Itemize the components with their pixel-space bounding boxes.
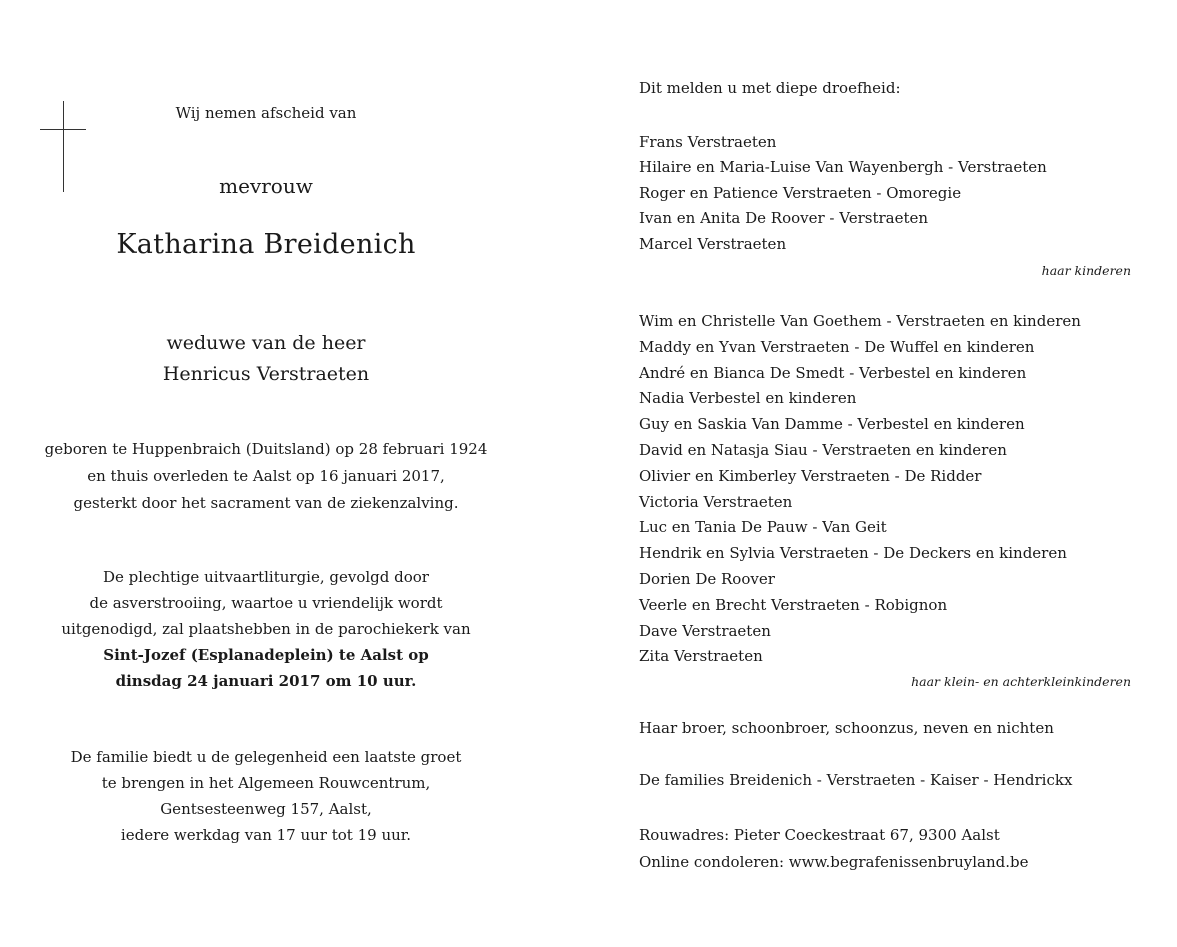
list-item: Dave Verstraeten xyxy=(639,621,771,640)
death-line: en thuis overleden te Aalst op 16 januari 2017, xyxy=(87,467,445,485)
liturgy-line: uitgenodigd, zal plaatshebben in de parochiekerk van xyxy=(61,620,471,638)
children-list xyxy=(639,130,1131,257)
farewell-address: Gentsesteenweg 157, Aalst, xyxy=(160,800,372,818)
list-item: Veerle en Brecht Verstraeten - Robignon xyxy=(639,595,948,614)
birth-death-block xyxy=(36,436,496,517)
church-location: Sint-Jozef (Esplanadeplein) te Aalst op xyxy=(103,646,429,664)
online-condolence: Online condoleren: www.begrafenissenbruyland.be xyxy=(639,853,1029,871)
list-item: Marcel Verstraeten xyxy=(639,234,787,253)
list-item: Maddy en Yvan Verstraeten - De Wuffel en kinderen xyxy=(639,337,1035,356)
families-line: De families Breidenich - Verstraeten - Kaiser - Hendrickx xyxy=(639,771,1073,789)
liturgy-block xyxy=(36,564,496,694)
contact-block xyxy=(639,822,1131,876)
sacrament-line: gesterkt door het sacrament van de ziekenzalving. xyxy=(73,494,459,512)
list-item: Dorien De Roover xyxy=(639,569,775,588)
list-item: Hendrik en Sylvia Verstraeten - De Deckers en kinderen xyxy=(639,544,1067,563)
list-item: Frans Verstraeten xyxy=(639,133,777,151)
list-item: Ivan en Anita De Roover - Verstraeten xyxy=(639,209,929,228)
cross-horizontal-bar xyxy=(40,129,86,130)
list-item: David en Natasja Siau - Verstraeten en kinderen xyxy=(639,440,1007,459)
grandchildren-list xyxy=(639,309,1131,670)
list-item: Zita Verstraeten xyxy=(639,647,763,666)
intro-text: Wij nemen afscheid van xyxy=(175,104,357,122)
widow-line: weduwe van de heer xyxy=(166,332,366,354)
liturgy-line: De plechtige uitvaartliturgie, gevolgd door xyxy=(103,568,429,586)
ceremony-datetime: dinsdag 24 januari 2017 om 10 uur. xyxy=(115,672,417,690)
farewell-line: De familie biedt u de gelegenheid een laatste groet xyxy=(70,748,462,766)
liturgy-line: de asverstrooiing, waartoe u vriendelijk wordt xyxy=(89,594,443,612)
list-item: Nadia Verbestel en kinderen xyxy=(639,389,857,408)
list-item: Hilaire en Maria-Luise Van Wayenbergh - Verstraeten xyxy=(639,158,1047,177)
list-item: Luc en Tania De Pauw - Van Geit xyxy=(639,518,887,537)
list-item: Victoria Verstraeten xyxy=(639,492,793,511)
list-item: Wim en Christelle Van Goethem - Verstraeten en kinderen xyxy=(639,312,1081,330)
list-item: Roger en Patience Verstraeten - Omoregie xyxy=(639,183,962,202)
grandchildren-caption: haar klein- en achterkleinkinderen xyxy=(911,674,1131,689)
farewell-hours: iedere werkdag van 17 uur tot 19 uur. xyxy=(120,826,412,844)
mourning-address: Rouwadres: Pieter Coeckestraat 67, 9300 Aalst xyxy=(639,826,1000,844)
spouse-name: Henricus Verstraeten xyxy=(162,363,370,385)
widow-block xyxy=(36,328,496,390)
deceased-name: Katharina Breidenich xyxy=(116,229,416,260)
list-item: André en Bianca De Smedt - Verbestel en kinderen xyxy=(639,363,1027,382)
farewell-block xyxy=(36,744,496,848)
siblings-line: Haar broer, schoonbroer, schoonzus, neven en nichten xyxy=(639,719,1054,737)
farewell-line: te brengen in het Algemeen Rouwcentrum, xyxy=(101,774,431,792)
children-caption: haar kinderen xyxy=(1041,263,1131,278)
announcement-heading: Dit melden u met diepe droefheid: xyxy=(639,79,901,97)
list-item: Guy en Saskia Van Damme - Verbestel en kinderen xyxy=(639,415,1025,434)
honorific-title: mevrouw xyxy=(219,174,313,198)
list-item: Olivier en Kimberley Verstraeten - De Ridder xyxy=(639,466,982,485)
birth-line: geboren te Huppenbraich (Duitsland) op 28 februari 1924 xyxy=(44,440,488,458)
